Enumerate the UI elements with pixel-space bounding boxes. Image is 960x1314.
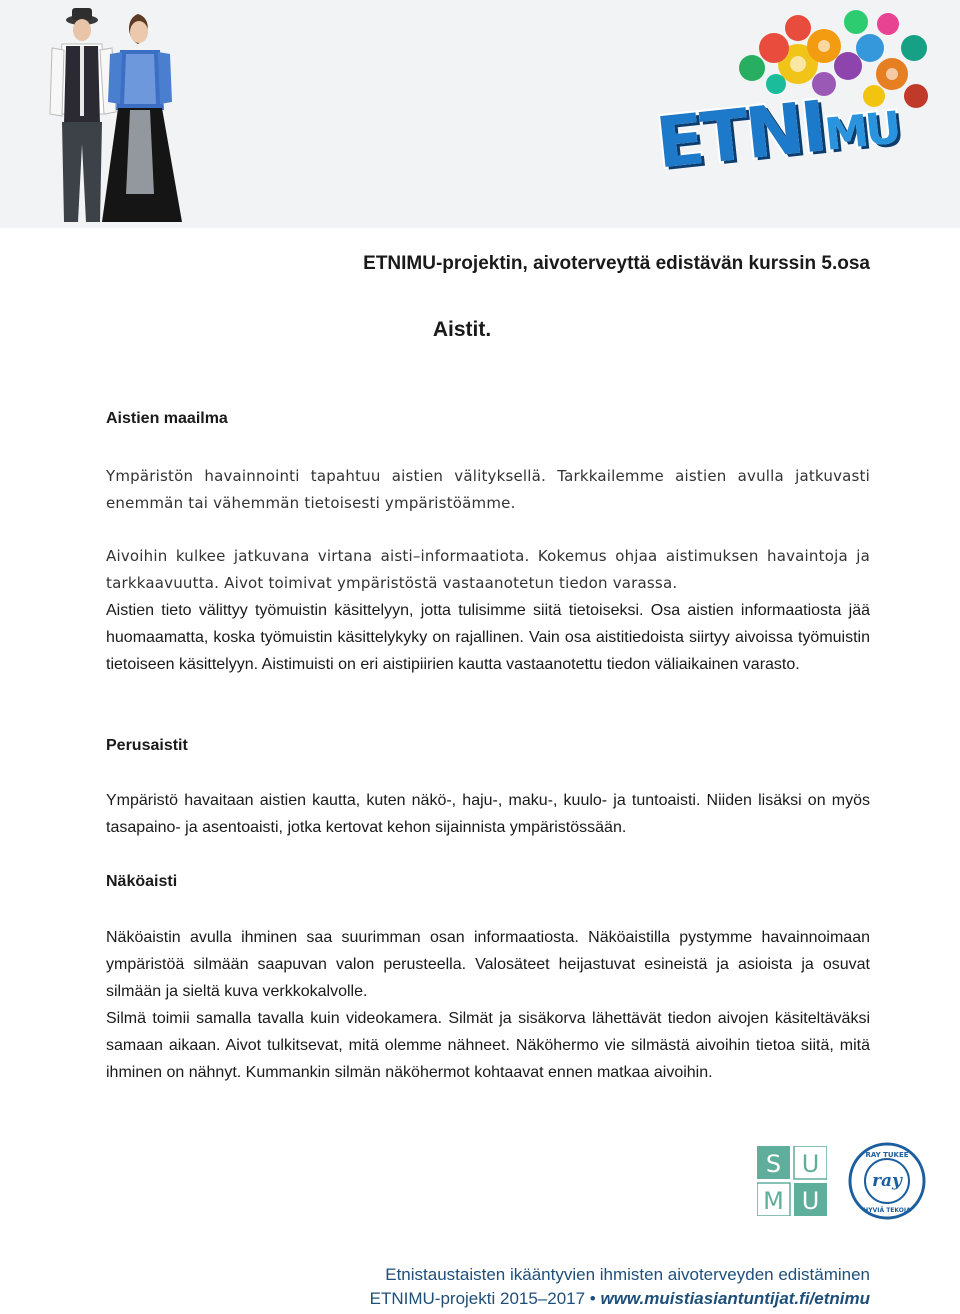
svg-text:ray: ray (872, 1171, 902, 1191)
footer-url-link[interactable]: www.muistiasiantuntijat.fi/etnimu (600, 1289, 870, 1308)
svg-text:M: M (763, 1187, 784, 1215)
folk-costume-couple-illustration (22, 4, 197, 226)
ray-logo (848, 1142, 926, 1220)
footer-project-line: ETNIMU-projekti 2015–2017 • www.muistiasiantuntijat.fi/etnimu (369, 1289, 870, 1308)
paragraph: Aistien tieto välittyy työmuistin käsittelyyn, jotta tulisimme siitä tietoiseksi. Osa aistien informaatiosta jää huomaamatta, koska työmuistin käsittelykyky on rajallinen. Vain osa aistitiedoista siirtyy aivoissa työmuistin tietoiseen käsittelyyn. Aistimuisti on eri aistipiirien kautta vastaanotettu tiedon väliaikainen varasto. (106, 602, 870, 674)
section-heading: Aistien maailma (106, 410, 228, 427)
section-heading: Näköaisti (106, 873, 178, 890)
paragraph: Ympäristön havainnointi tapahtuu aistien välityksellä. Tarkkailemme aistien avulla jatkuvasti enemmän tai vähemmän tietoisesti ympäristöämme. (106, 467, 870, 513)
svg-text:U: U (801, 1150, 820, 1178)
paragraph: Aivoihin kulkee jatkuvana virtana aisti–informaatiota. Kokemus ohjaa aistimuksen havaintoja ja tarkkaavuutta. Aivot toimivat ympäristöstä vastaanotetun tiedon varassa. (106, 547, 870, 593)
etnimu-logo (648, 4, 948, 216)
etnimu-logo-text: ETNIMU (652, 85, 901, 185)
footer-line: Etnistaustaisten ikääntyvien ihmisten aivoterveyden edistäminen (385, 1265, 870, 1284)
paragraph: Näköaistin avulla ihminen saa suurimman osan informaatiosta. Näköaistilla pystymme havainnoimaan ympäristöä silmään saapuvan valon perusteella. Valosäteet heijastuvat esineistä ja asioista ja osuvat silmään ja sieltä kuva verkkokalvolle. (106, 929, 870, 1001)
paragraph: Silmä toimii samalla tavalla kuin videokamera. Silmät ja sisäkorva lähettävät tiedon aivojen käsiteltäväksi samaan aikaan. Aivot tulkitsevat, mitä olemme nähneet. Näköhermo vie silmästä aivoihin tietoa siitä, mitä ihminen on nähnyt. Kummankin silmän näköhermot kohtaavat ennen matkaa aivoihin. (106, 1010, 870, 1082)
section-heading: Perusaistit (106, 737, 188, 754)
svg-text:U: U (801, 1187, 820, 1215)
document-title: ETNIMU-projektin, aivoterveyttä edistävän kurssin 5.osa (363, 253, 870, 274)
document-subtitle: Aistit. (432, 318, 492, 341)
svg-text:S: S (765, 1150, 782, 1178)
paragraph: Ympäristö havaitaan aistien kautta, kuten näkö-, haju-, maku-, kuulo- ja tuntoaisti. Niiden lisäksi on myös tasapaino- ja asentoaisti, jotka kertovat kehon sijainnista ympäristössään. (106, 792, 870, 837)
sumu-logo (757, 1146, 827, 1216)
svg-text:HYVIÄ TEKOJA: HYVIÄ TEKOJA (863, 1207, 911, 1214)
svg-text:RAY TUKEE: RAY TUKEE (865, 1151, 909, 1159)
